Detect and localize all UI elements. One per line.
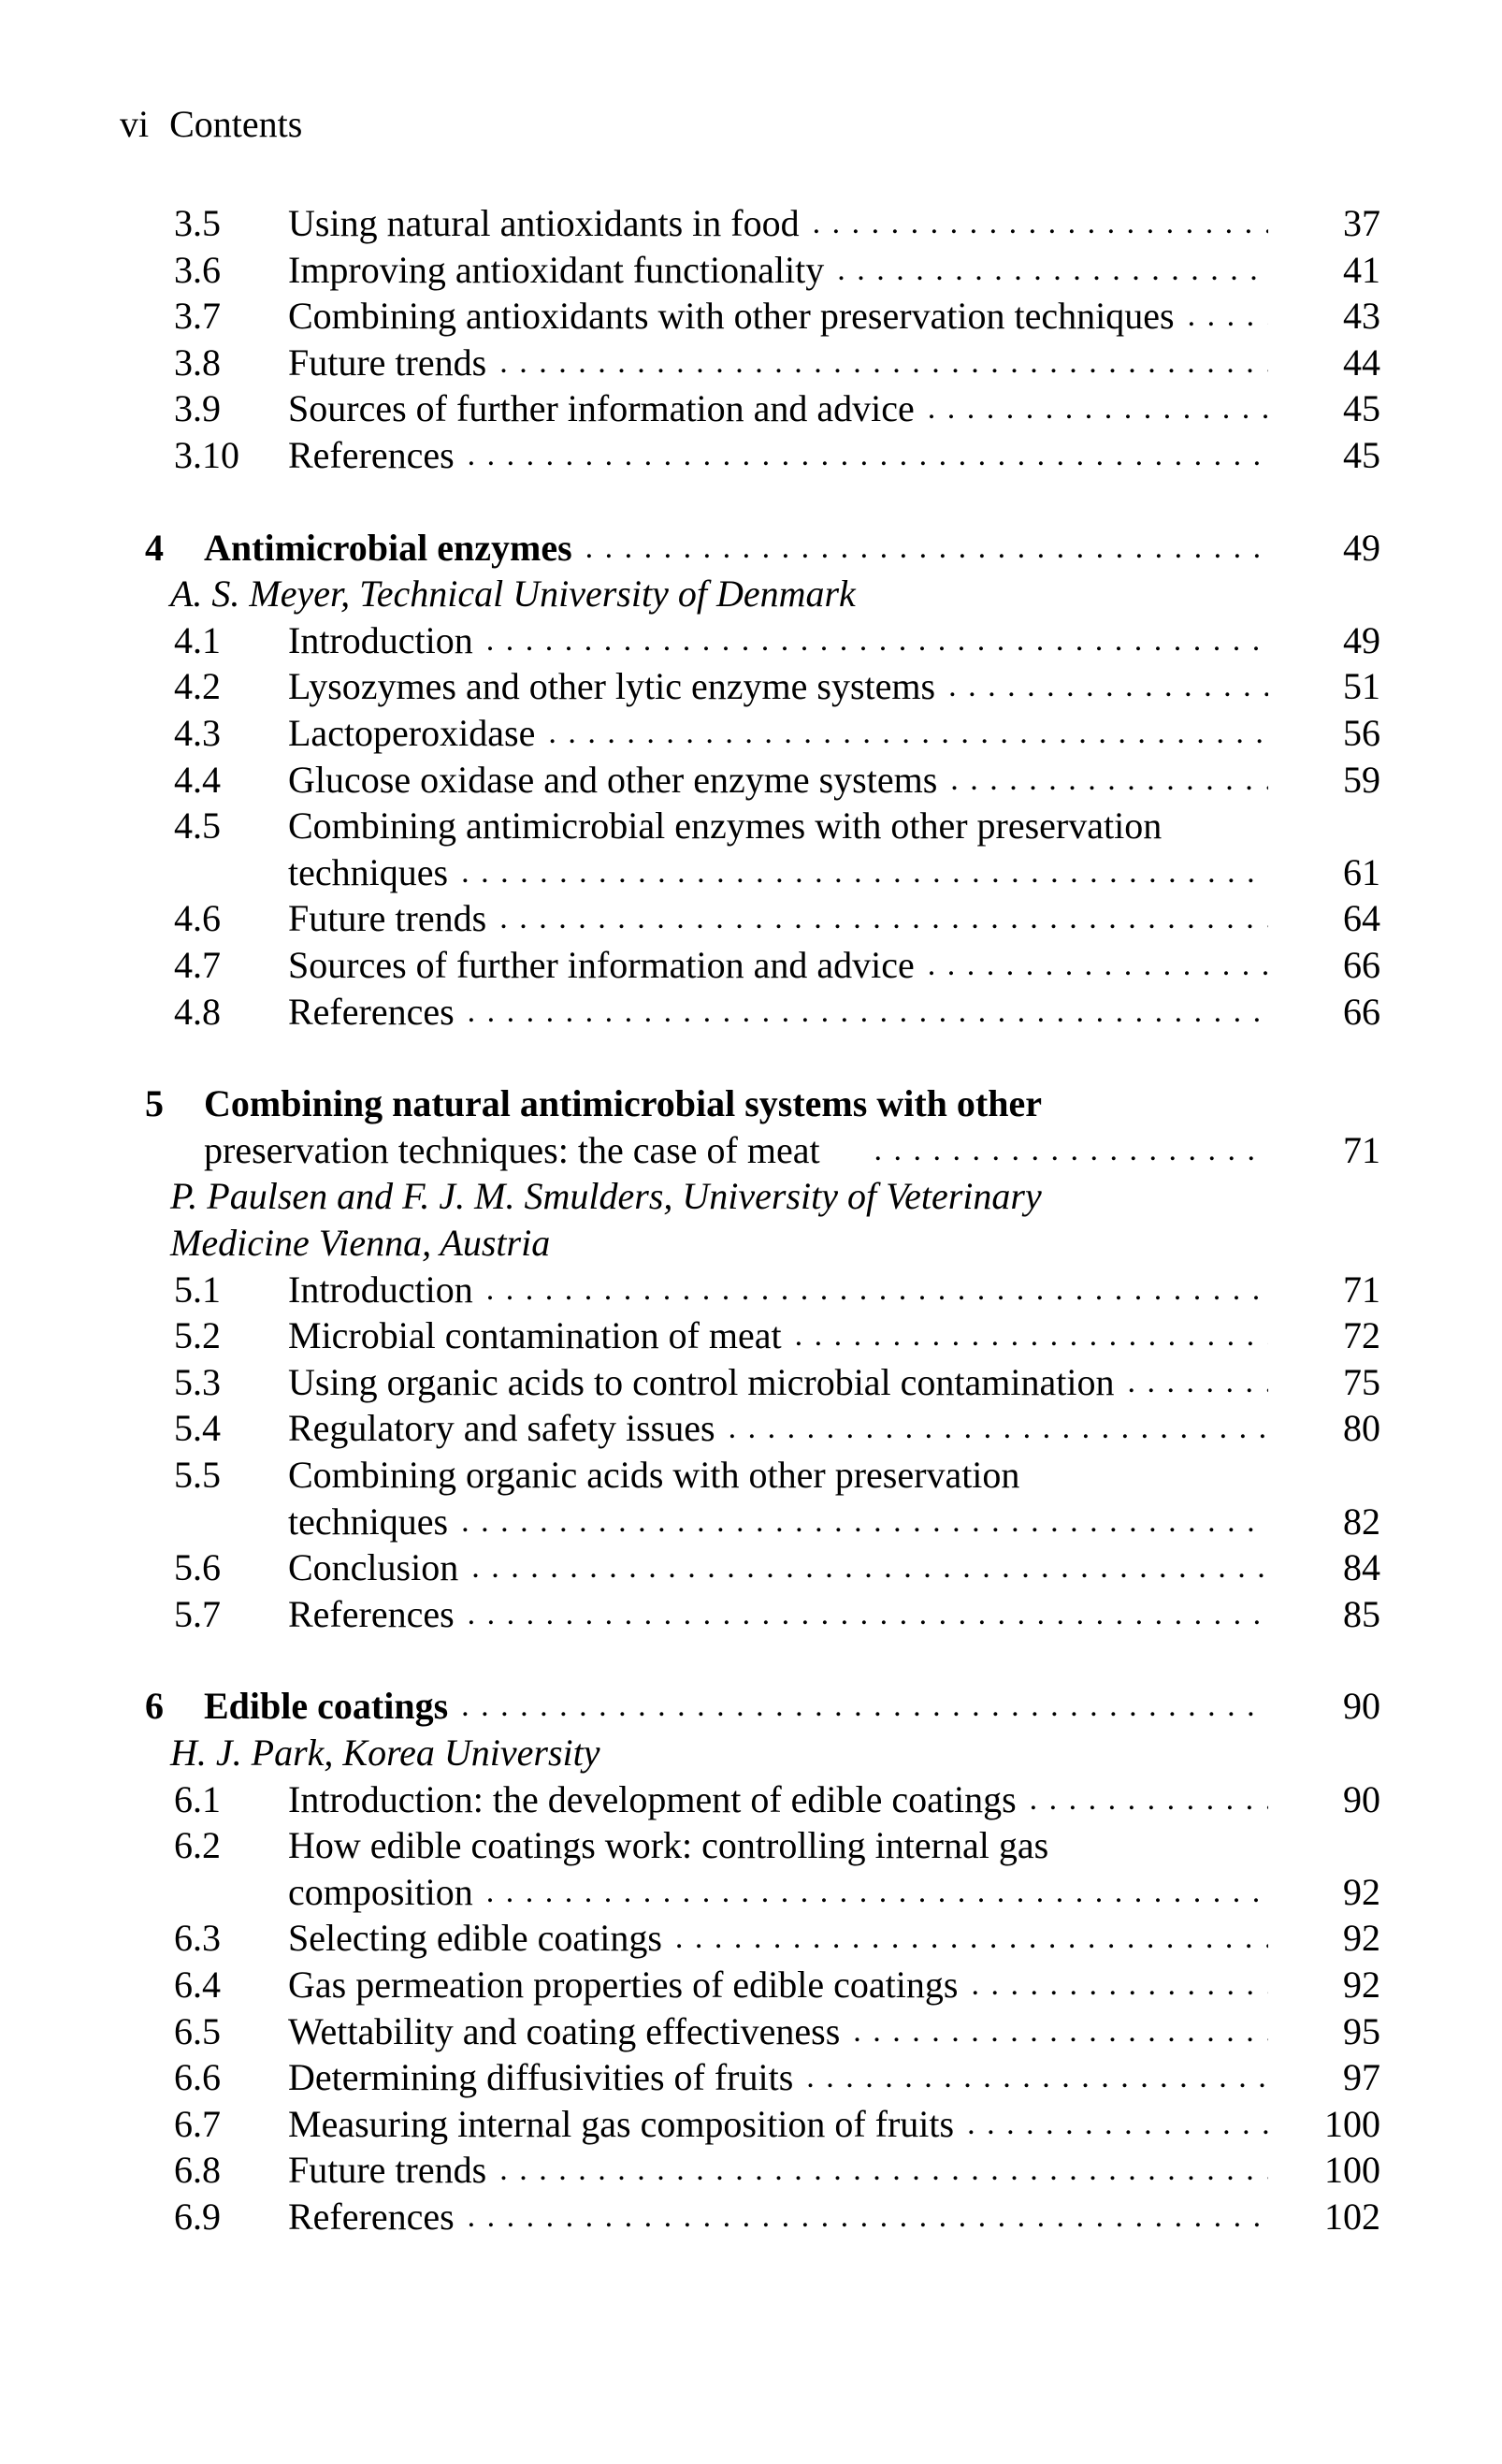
chapter-number: 4 bbox=[145, 527, 164, 569]
dot-leader bbox=[468, 432, 1268, 479]
toc-chapter-line bbox=[0, 525, 1502, 572]
entry-title: Future trends bbox=[288, 2149, 487, 2191]
entry-title: Improving antioxidant functionality bbox=[288, 249, 825, 291]
toc-entry bbox=[0, 1359, 1502, 1406]
section-number: 4.8 bbox=[174, 991, 221, 1033]
section-number: 5.6 bbox=[174, 1546, 221, 1588]
page-reference: 97 bbox=[1343, 2056, 1380, 2098]
page-reference: 100 bbox=[1324, 2103, 1380, 2145]
toc-entry bbox=[0, 989, 1502, 1036]
chapter-author: H. J. Park, Korea University bbox=[170, 1732, 600, 1774]
entry-title: Microbial contamination of meat bbox=[288, 1314, 782, 1356]
toc-entry bbox=[0, 1452, 1502, 1499]
entry-title: preservation techniques: the case of meat bbox=[204, 1129, 820, 1171]
toc-chapter-line bbox=[0, 1080, 1502, 1127]
toc-author-line bbox=[0, 1730, 1502, 1776]
entry-title: Lactoperoxidase bbox=[288, 712, 536, 754]
dot-leader bbox=[948, 663, 1268, 710]
dot-leader bbox=[468, 1591, 1268, 1638]
toc-entry bbox=[0, 1267, 1502, 1313]
toc-entry bbox=[0, 1915, 1502, 1962]
toc-entry bbox=[0, 849, 1502, 896]
entry-title: Determining diffusivities of fruits bbox=[288, 2056, 794, 2098]
section-number: 3.10 bbox=[174, 434, 239, 476]
section-number: 6.7 bbox=[174, 2103, 221, 2145]
dot-leader bbox=[971, 1962, 1268, 2008]
section-number: 4.3 bbox=[174, 712, 221, 754]
dot-leader bbox=[795, 1312, 1268, 1359]
section-number: 6.4 bbox=[174, 1964, 221, 2006]
dot-leader bbox=[461, 849, 1268, 896]
dot-leader bbox=[813, 200, 1268, 247]
dot-leader bbox=[499, 2147, 1268, 2194]
page-reference: 64 bbox=[1343, 897, 1380, 939]
dot-leader bbox=[806, 2054, 1268, 2101]
toc-entry bbox=[0, 200, 1502, 247]
section-number: 6.5 bbox=[174, 2010, 221, 2052]
entry-title: Sources of further information and advice bbox=[288, 944, 915, 986]
entry-title: References bbox=[288, 1593, 455, 1635]
toc-entry bbox=[0, 1499, 1502, 1545]
section-number: 6.3 bbox=[174, 1917, 221, 1959]
entry-title: Edible coatings bbox=[204, 1685, 449, 1727]
page-reference: 100 bbox=[1324, 2149, 1380, 2191]
section-number: 5.4 bbox=[174, 1407, 221, 1449]
toc-chapter-line bbox=[0, 1127, 1502, 1174]
entry-title: Introduction: the development of edible coatings bbox=[288, 1778, 1017, 1820]
dot-leader bbox=[928, 385, 1268, 432]
section-number: 3.5 bbox=[174, 202, 221, 244]
page-reference: 61 bbox=[1343, 851, 1380, 893]
chapter-number: 6 bbox=[145, 1685, 164, 1727]
entry-title: techniques bbox=[288, 1500, 449, 1543]
section-number: 6.8 bbox=[174, 2149, 221, 2191]
toc-entry bbox=[0, 1591, 1502, 1638]
dot-leader bbox=[874, 1127, 1268, 1174]
toc-entry bbox=[0, 247, 1502, 294]
dot-leader bbox=[486, 617, 1268, 664]
entry-title: References bbox=[288, 434, 455, 476]
dot-leader bbox=[499, 340, 1268, 386]
section-number: 5.3 bbox=[174, 1361, 221, 1403]
dot-leader bbox=[548, 710, 1268, 757]
page-reference: 45 bbox=[1343, 434, 1380, 476]
entry-title: Measuring internal gas composition of fruits bbox=[288, 2103, 955, 2145]
toc-entry bbox=[0, 895, 1502, 942]
section-number: 6.6 bbox=[174, 2056, 221, 2098]
page-reference: 75 bbox=[1343, 1361, 1380, 1403]
toc-entry bbox=[0, 2101, 1502, 2148]
section-number: 4.6 bbox=[174, 897, 221, 939]
entry-title: Gas permeation properties of edible coatings bbox=[288, 1964, 959, 2006]
page-reference: 51 bbox=[1343, 665, 1380, 707]
page-reference: 80 bbox=[1343, 1407, 1380, 1449]
page-reference: 90 bbox=[1343, 1778, 1380, 1820]
section-number: 5.7 bbox=[174, 1593, 221, 1635]
toc-chapter-line bbox=[0, 1683, 1502, 1730]
dot-leader bbox=[486, 1267, 1268, 1313]
page-reference: 90 bbox=[1343, 1685, 1380, 1727]
page-reference: 37 bbox=[1343, 202, 1380, 244]
section-number: 4.5 bbox=[174, 804, 221, 847]
dot-leader bbox=[471, 1544, 1268, 1591]
dot-leader bbox=[1030, 1776, 1268, 1823]
dot-leader bbox=[729, 1405, 1268, 1452]
toc-entry bbox=[0, 2008, 1502, 2055]
entry-title: Future trends bbox=[288, 897, 487, 939]
entry-title: Lysozymes and other lytic enzyme systems bbox=[288, 665, 936, 707]
dot-leader bbox=[950, 757, 1268, 804]
toc-entry bbox=[0, 1312, 1502, 1359]
chapter-number: 5 bbox=[145, 1082, 164, 1124]
toc-entry bbox=[0, 1822, 1502, 1869]
toc-entry bbox=[0, 2054, 1502, 2101]
dot-leader bbox=[967, 2101, 1268, 2148]
toc-entry bbox=[0, 710, 1502, 757]
toc-entry bbox=[0, 942, 1502, 989]
chapter-author: A. S. Meyer, Technical University of Denmark bbox=[170, 573, 856, 615]
page-reference: 43 bbox=[1343, 295, 1380, 337]
dot-leader bbox=[837, 247, 1268, 294]
entry-title: Conclusion bbox=[288, 1546, 459, 1588]
entry-title: Wettability and coating effectiveness bbox=[288, 2010, 841, 2052]
dot-leader bbox=[486, 1869, 1268, 1916]
toc-author-line bbox=[0, 571, 1502, 617]
dot-leader bbox=[1128, 1359, 1269, 1406]
chapter-author: P. Paulsen and F. J. M. Smulders, University of Veterinary bbox=[170, 1175, 1042, 1217]
entry-title: Using organic acids to control microbial contamination bbox=[288, 1361, 1115, 1403]
section-number: 4.4 bbox=[174, 759, 221, 801]
page-reference: 84 bbox=[1343, 1546, 1380, 1588]
section-number: 5.1 bbox=[174, 1268, 221, 1311]
page-reference: 102 bbox=[1324, 2196, 1380, 2238]
entry-title: composition bbox=[288, 1871, 473, 1913]
section-number: 3.8 bbox=[174, 341, 221, 384]
dot-leader bbox=[675, 1915, 1268, 1962]
entry-title: Antimicrobial enzymes bbox=[204, 527, 572, 569]
section-number: 4.2 bbox=[174, 665, 221, 707]
page-reference: 66 bbox=[1343, 991, 1380, 1033]
section-number: 6.2 bbox=[174, 1824, 221, 1866]
section-number: 3.9 bbox=[174, 387, 221, 429]
toc-entry bbox=[0, 1544, 1502, 1591]
entry-title: Using natural antioxidants in food bbox=[288, 202, 800, 244]
toc-entry bbox=[0, 803, 1502, 849]
section-number: 6.1 bbox=[174, 1778, 221, 1820]
dot-leader bbox=[499, 895, 1268, 942]
toc-entry bbox=[0, 432, 1502, 479]
toc-author-line bbox=[0, 1173, 1502, 1220]
page-number: vi bbox=[120, 103, 150, 145]
dot-leader bbox=[585, 525, 1268, 572]
entry-title: Glucose oxidase and other enzyme systems bbox=[288, 759, 938, 801]
entry-title: Introduction bbox=[288, 1268, 473, 1311]
page-reference: 41 bbox=[1343, 249, 1380, 291]
toc-entry bbox=[0, 2194, 1502, 2240]
toc-entry bbox=[0, 340, 1502, 386]
page-reference: 92 bbox=[1343, 1964, 1380, 2006]
entry-title: Regulatory and safety issues bbox=[288, 1407, 715, 1449]
section-number: 6.9 bbox=[174, 2196, 221, 2238]
toc-entry bbox=[0, 1962, 1502, 2008]
page-reference: 44 bbox=[1343, 341, 1380, 384]
running-title: Contents bbox=[169, 103, 303, 145]
entry-title: Combining natural antimicrobial systems with other bbox=[204, 1082, 1042, 1124]
entry-title: Selecting edible coatings bbox=[288, 1917, 662, 1959]
toc-author-line bbox=[0, 1220, 1502, 1267]
chapter-author: Medicine Vienna, Austria bbox=[170, 1222, 551, 1264]
entry-title: How edible coatings work: controlling internal gas bbox=[288, 1824, 1049, 1866]
dot-leader bbox=[468, 2194, 1268, 2240]
dot-leader bbox=[461, 1683, 1268, 1730]
page-reference: 95 bbox=[1343, 2010, 1380, 2052]
entry-title: Combining antioxidants with other preservation techniques bbox=[288, 295, 1175, 337]
entry-title: Future trends bbox=[288, 341, 487, 384]
toc-entry bbox=[0, 1776, 1502, 1823]
entry-title: Combining antimicrobial enzymes with other preservation bbox=[288, 804, 1163, 847]
toc-entry bbox=[0, 2147, 1502, 2194]
page-reference: 82 bbox=[1343, 1500, 1380, 1543]
entry-title: Sources of further information and advice bbox=[288, 387, 915, 429]
section-number: 5.2 bbox=[174, 1314, 221, 1356]
page-reference: 85 bbox=[1343, 1593, 1380, 1635]
entry-title: References bbox=[288, 991, 455, 1033]
page-reference: 45 bbox=[1343, 387, 1380, 429]
entry-title: References bbox=[288, 2196, 455, 2238]
dot-leader bbox=[468, 989, 1268, 1036]
page-reference: 59 bbox=[1343, 759, 1380, 801]
toc-entry bbox=[0, 757, 1502, 804]
entry-title: Combining organic acids with other preservation bbox=[288, 1454, 1020, 1496]
page-reference: 71 bbox=[1343, 1129, 1380, 1171]
toc-entry bbox=[0, 293, 1502, 340]
page-reference: 72 bbox=[1343, 1314, 1380, 1356]
toc-entry bbox=[0, 617, 1502, 664]
page-reference: 56 bbox=[1343, 712, 1380, 754]
page-reference: 92 bbox=[1343, 1917, 1380, 1959]
section-number: 5.5 bbox=[174, 1454, 221, 1496]
toc-entry bbox=[0, 385, 1502, 432]
section-number: 4.7 bbox=[174, 944, 221, 986]
toc-entry bbox=[0, 1869, 1502, 1916]
page-reference: 71 bbox=[1343, 1268, 1380, 1311]
dot-leader bbox=[1188, 293, 1268, 340]
page-reference: 66 bbox=[1343, 944, 1380, 986]
dot-leader bbox=[853, 2008, 1268, 2055]
toc-entry bbox=[0, 1405, 1502, 1452]
page-reference: 49 bbox=[1343, 527, 1380, 569]
page-reference: 92 bbox=[1343, 1871, 1380, 1913]
toc-entry bbox=[0, 663, 1502, 710]
dot-leader bbox=[928, 942, 1268, 989]
section-number: 4.1 bbox=[174, 619, 221, 661]
entry-title: Introduction bbox=[288, 619, 473, 661]
page-reference: 49 bbox=[1343, 619, 1380, 661]
entry-title: techniques bbox=[288, 851, 449, 893]
section-number: 3.6 bbox=[174, 249, 221, 291]
dot-leader bbox=[461, 1499, 1268, 1545]
section-number: 3.7 bbox=[174, 295, 221, 337]
